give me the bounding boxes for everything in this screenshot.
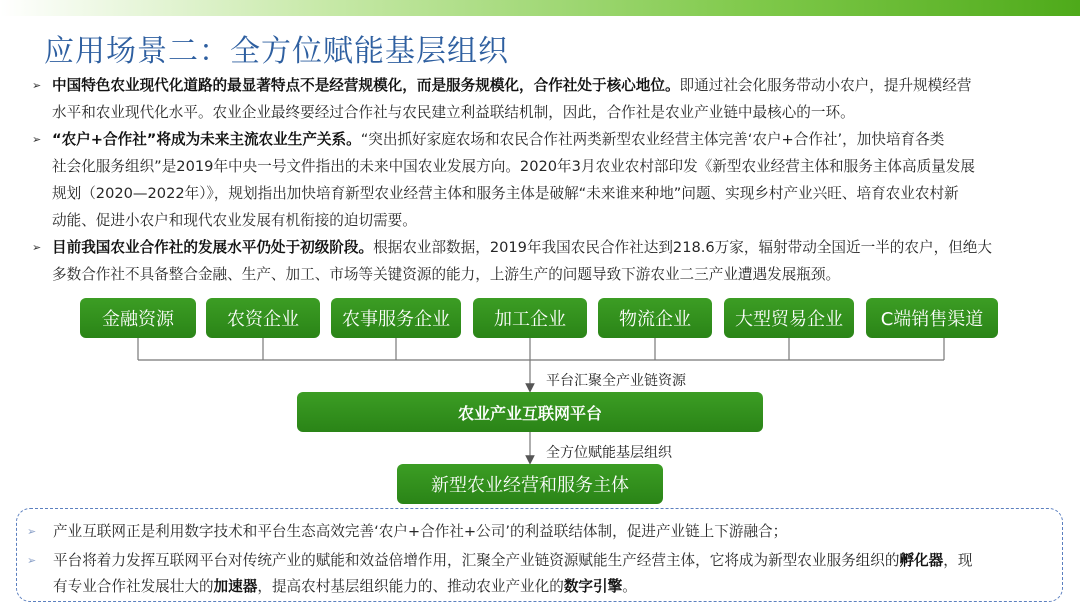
page-title: 应用场景二：全方位赋能基层组织 bbox=[44, 34, 509, 69]
bullet-3 bbox=[30, 234, 1065, 288]
arrow-bullet-icon: ➢ bbox=[32, 241, 42, 254]
bullet-2-line2: 社会化服务组织”是2019年中央一号文件指出的未来中国农业发展方向。2020年3月农业农村部印发《新型农业经营主体和服务主体高质量发展 bbox=[52, 158, 975, 175]
box-c-end-sales-channels: C端销售渠道 bbox=[866, 298, 998, 338]
keyword-digital-engine: 数字引擎 bbox=[563, 578, 623, 595]
platform-box: 农业产业互联网平台 bbox=[297, 392, 763, 432]
note-1 bbox=[27, 519, 1047, 545]
value-chain-diagram bbox=[0, 296, 1080, 506]
box-agri-supply-companies: 农资企业 bbox=[206, 298, 320, 338]
bullet-1-text: 即通过社会化服务带动小农户，提升规模经营 bbox=[679, 77, 972, 94]
top-decor-bar bbox=[0, 0, 1080, 16]
arrow-label-empower: 全方位赋能基层组织 bbox=[546, 445, 672, 461]
bullet-2-bold: “农户+合作社”将成为未来主流农业生产关系。 bbox=[52, 131, 361, 148]
arrow-bullet-icon: ➢ bbox=[32, 133, 42, 146]
summary-notes-box bbox=[16, 508, 1063, 602]
arrow-bullet-icon: ➢ bbox=[32, 79, 42, 92]
bullet-2 bbox=[30, 126, 1065, 234]
bullet-3-line2: 多数合作社不具备整合金融、生产、加工、市场等关键资源的能力，上游生产的问题导致下游农业二三产业遭遇发展瓶颈。 bbox=[52, 266, 841, 283]
new-agri-entity-box: 新型农业经营和服务主体 bbox=[397, 464, 663, 504]
arrow-bullet-icon: ➢ bbox=[27, 554, 37, 567]
bullet-1-line2: 水平和农业现代化水平。农业企业最终要经过合作社与农民建立利益联结机制，因此，合作社是农业产业链中最核心的一环。 bbox=[52, 104, 855, 121]
box-large-trade-companies: 大型贸易企业 bbox=[724, 298, 854, 338]
arrow-label-aggregate: 平台汇聚全产业链资源 bbox=[546, 373, 686, 389]
box-farm-service-companies: 农事服务企业 bbox=[331, 298, 461, 338]
bullet-1 bbox=[30, 72, 1065, 126]
box-processing-companies: 加工企业 bbox=[473, 298, 587, 338]
bullet-2-text: “突出抓好家庭农场和农民合作社两类新型农业经营主体完善‘农户+合作社’，加快培育各类 bbox=[360, 131, 945, 148]
bullet-1-bold: 中国特色农业现代化道路的最显著特点不是经营规模化，而是服务规模化，合作社处于核心地位。 bbox=[52, 77, 680, 94]
keyword-incubator: 孵化器 bbox=[899, 552, 944, 569]
bullet-list bbox=[30, 72, 1065, 288]
arrow-bullet-icon: ➢ bbox=[27, 525, 37, 538]
note-2-text: 平台将着力发挥互联网平台对传统产业的赋能和效益倍增作用，汇聚全产业链资源赋能生产经营主体，它将成为新型农业服务组织的孵化器，现 有专业合作社发展壮大的加速器，提高农村基层组织能力的、推动农业产业化的数字引擎。 bbox=[53, 552, 973, 595]
box-logistics-companies: 物流企业 bbox=[598, 298, 712, 338]
note-1-text: 产业互联网正是利用数字技术和平台生态高效完善‘农户+合作社+公司’的利益联结体制，促进产业链上下游融合； bbox=[53, 523, 788, 540]
bullet-3-bold: 目前我国农业合作社的发展水平仍处于初级阶段。 bbox=[52, 239, 374, 256]
bullet-3-text: 根据农业部数据，2019年我国农民合作社达到218.6万家，辐射带动全国近一半的农户，但绝大 bbox=[373, 239, 992, 256]
bullet-2-line4: 动能、促进小农户和现代农业发展有机衔接的迫切需要。 bbox=[52, 212, 417, 229]
box-finance-resources: 金融资源 bbox=[80, 298, 196, 338]
keyword-accelerator: 加速器 bbox=[213, 578, 258, 595]
bullet-2-line3: 规划（2020—2022年）》，规划指出加快培育新型农业经营主体和服务主体是破解“未来谁来种地”问题、实现乡村产业兴旺、培育农业农村新 bbox=[52, 185, 959, 202]
note-2 bbox=[27, 548, 1047, 600]
